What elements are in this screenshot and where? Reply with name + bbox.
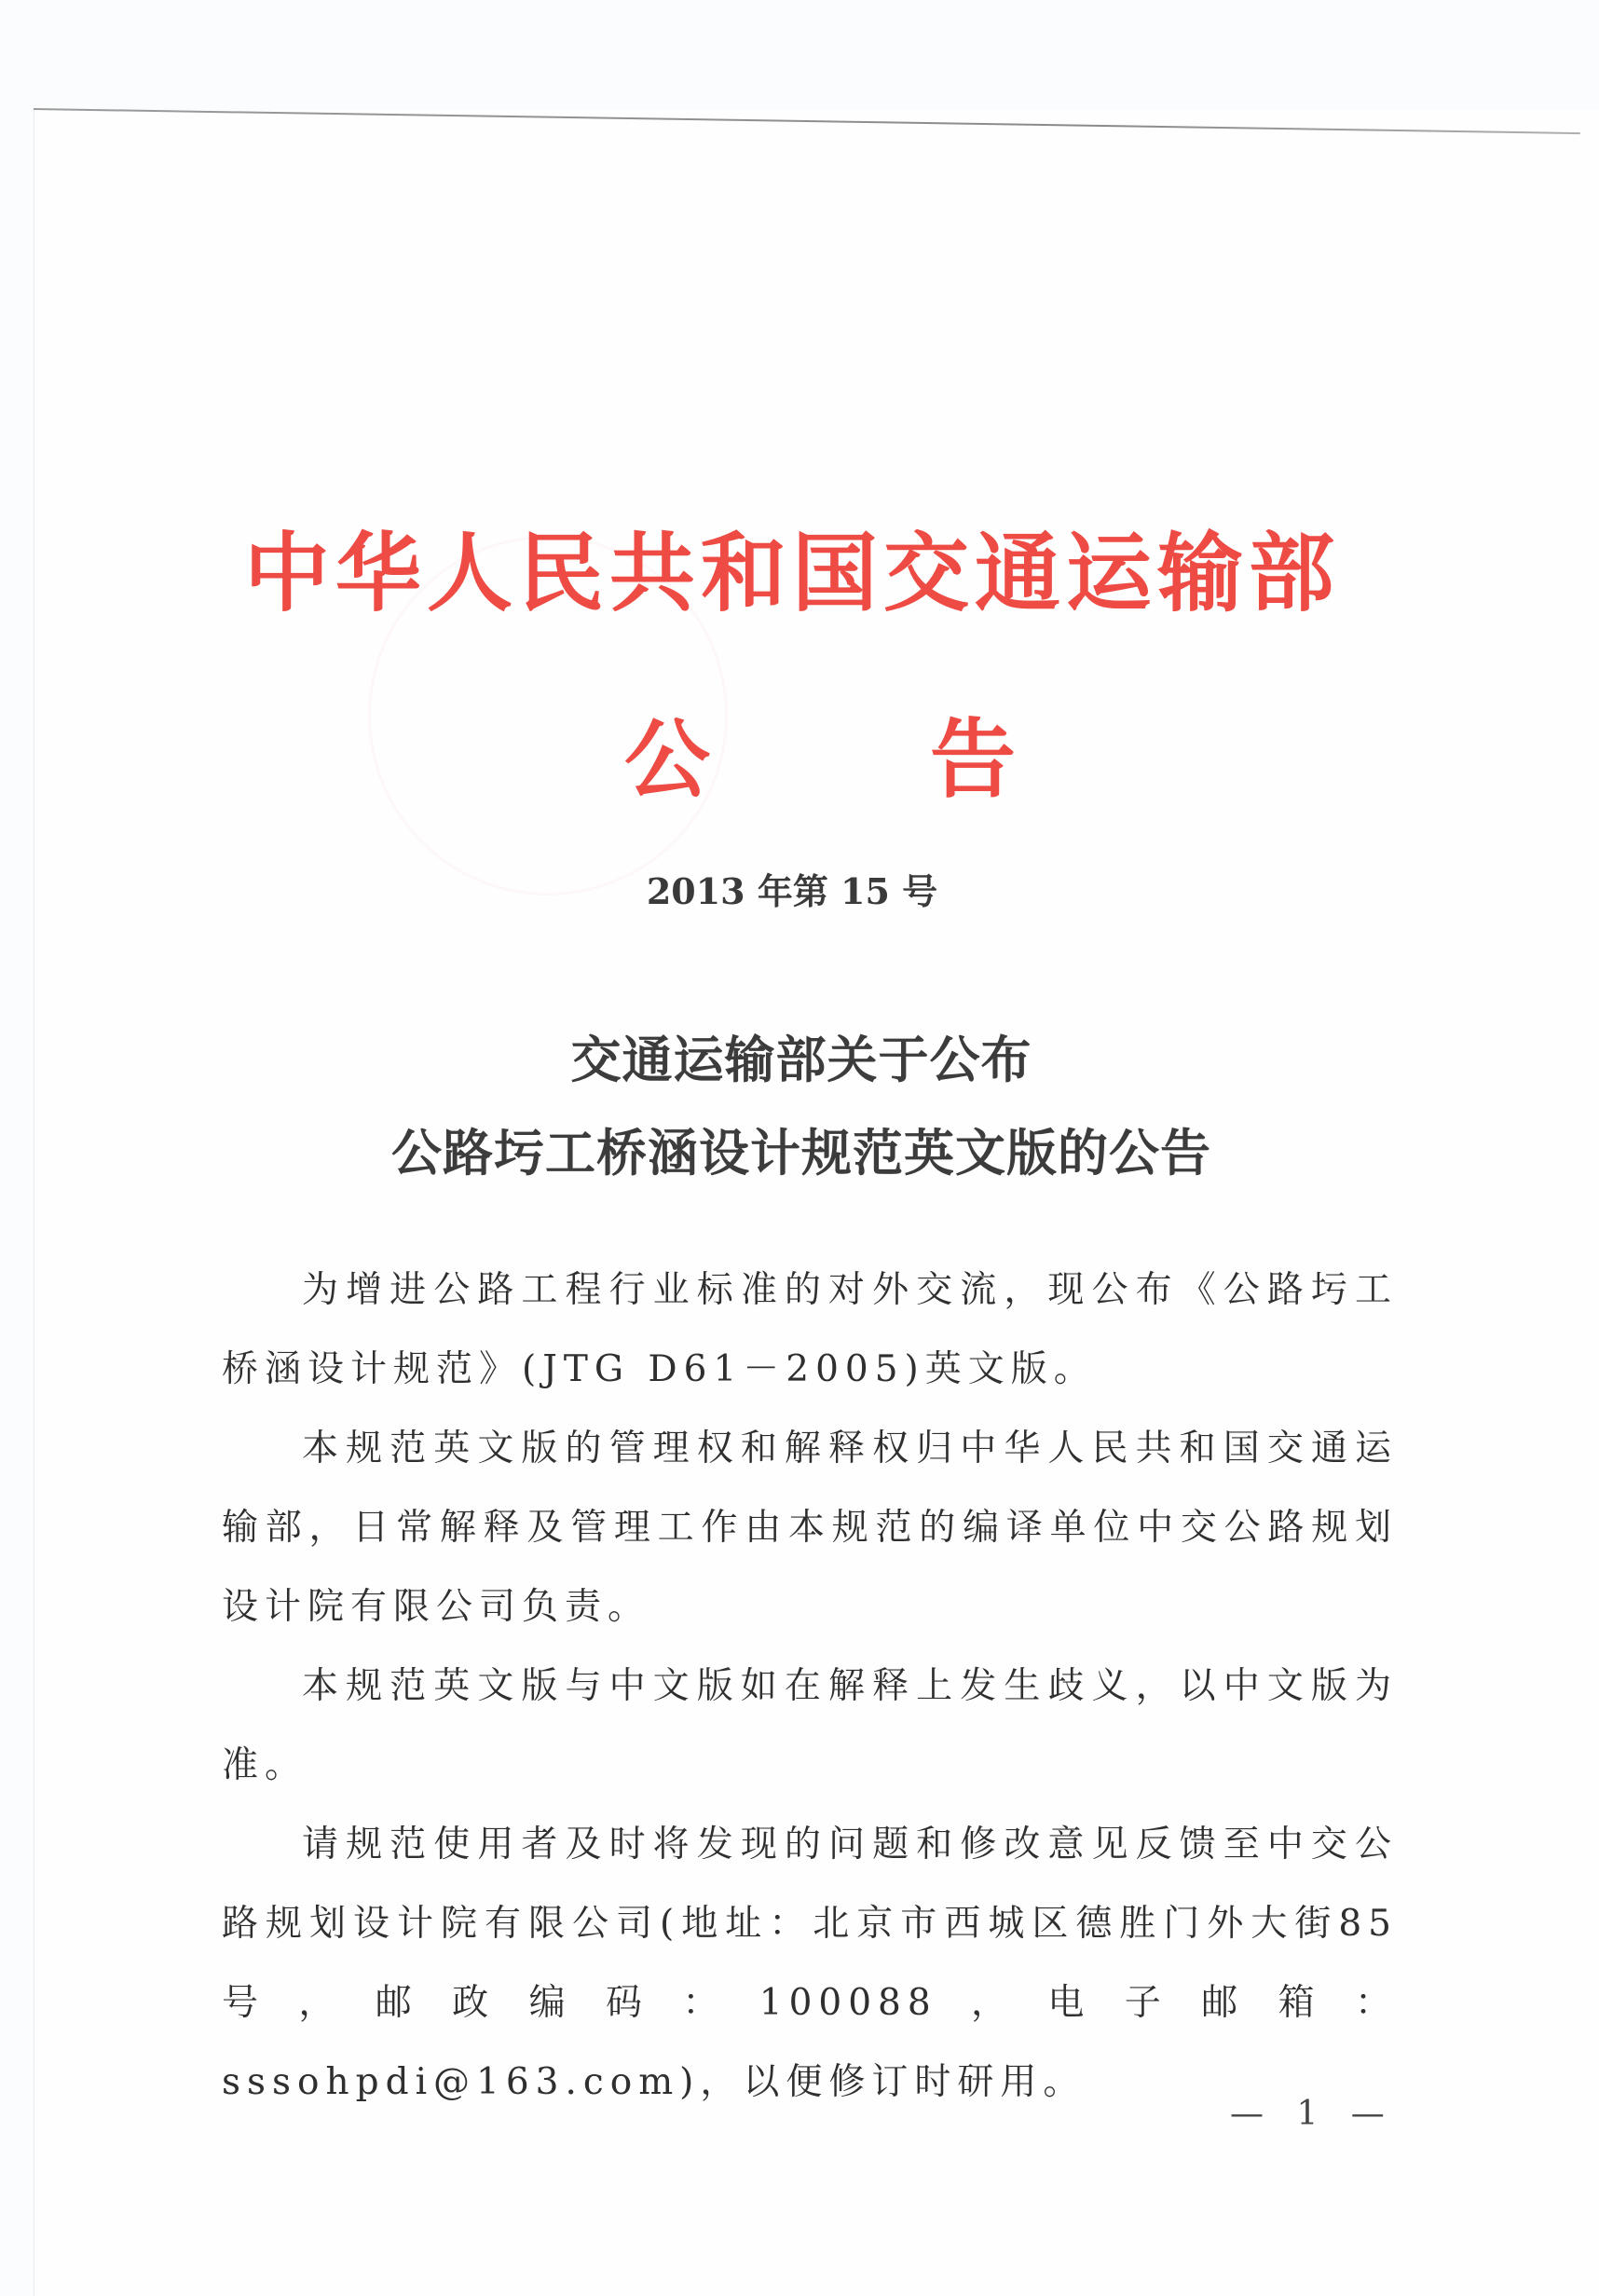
page-number: — 1 — — [1230, 2095, 1396, 2133]
body-paragraph: 请规范使用者及时将发现的问题和修改意见反馈至中交公路规划设计院有限公司(地址：北京市西城区德胜门外大街85号，邮政编码：100088，电子邮箱：sssohpdi@163.com)，以便修订时研用。 — [222, 1824, 1398, 2103]
document-type-heading — [624, 708, 1016, 811]
body-paragraph: 本规范英文版的管理权和解释权归中华人民共和国交通运输部，日常解释及管理工作由本规范的编译单位中交公路规划设计院有限公司负责。 — [222, 1428, 1398, 1628]
document-body — [222, 1250, 1398, 2122]
document-type-char-1: 公 — [624, 709, 711, 810]
body-paragraph: 为增进公路工程行业标准的对外交流，现公布《公路圬工桥涵设计规范》(JTG D61－2005)英文版。 — [222, 1269, 1398, 1390]
body-paragraph: 本规范英文版与中文版如在解释上发生歧义，以中文版为准。 — [222, 1665, 1398, 1786]
issuing-authority-masthead: 中华人民共和国交通运输部 — [244, 523, 1341, 623]
document-title-line-2: 公路圬工桥涵设计规范英文版的公告 — [391, 1123, 1211, 1182]
document-title-line-1: 交通运输部关于公布 — [570, 1030, 1032, 1089]
document-number: 2013 年第 15 号 — [646, 870, 938, 912]
document-type-char-2: 告 — [929, 709, 1016, 810]
